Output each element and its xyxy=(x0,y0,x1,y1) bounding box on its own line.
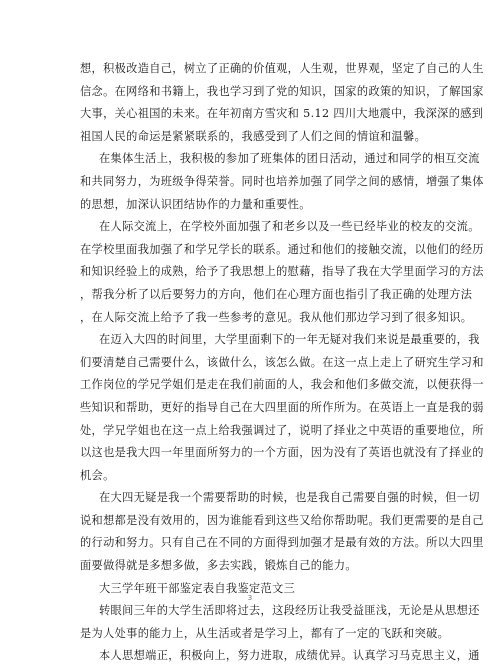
text-line: 的行动和努力。只有自己在不同的方面得到加强才是最有效的方法。所以大四里 xyxy=(80,536,484,550)
text-line: 在人际交流上，在学校外面加强了和老乡以及一些已经毕业的校友的交流。 xyxy=(99,220,480,234)
page-number: 3 xyxy=(247,594,253,602)
text-line: 处，学兄学姐也在这一点上给我强调过了，说明了择业之中英语的重要地位，所 xyxy=(80,423,484,437)
text-line: 在迈入大四的时间里，大学里面剩下的一年无疑对我们来说是最重要的，我 xyxy=(99,333,480,347)
text-line: 在学校里面我加强了和学兄学长的联系。通过和他们的接触交流，以他们的经历 xyxy=(80,242,484,256)
text-line: 大三学年班干部鉴定表自我鉴定范文三 xyxy=(99,581,296,595)
text-line: 大事，关心祖国的未来。在年初南方雪灾和 5.12 四川大地震中，我深深的感到 xyxy=(80,107,484,121)
text-line: 在集体生活上，我积极的参加了班集体的团日活动，通过和同学的相互交流 xyxy=(99,152,480,166)
text-line: 想，积极改造自己，树立了正确的价值观，人生观，世界观，坚定了自己的人生 xyxy=(80,62,484,75)
text-line: 和知识经验上的成熟，给予了我思想上的慰藉，指导了我在大学里面学习的方法 xyxy=(80,265,484,279)
text-line: ，帮我分析了以后要努力的方向，他们在心理方面也指引了我正确的处理方法 xyxy=(80,287,473,301)
text-line: 和共同努力，为班级争得荣誉。同时也培养加强了同学之间的感情，增强了集体 xyxy=(80,174,484,188)
text-line: 说和想都是没有效用的，因为谁能看到这些又给你帮助呢。我们更需要的是自己 xyxy=(80,513,484,527)
text-line: 以这也是我大四一年里面所努力的一个方面，因为没有了英语也就没有了择业的 xyxy=(80,446,484,460)
text-line: 工作岗位的学兄学姐们是走在我们前面的人，我会和他们多做交流，以便获得一 xyxy=(80,378,484,392)
text-line: ，在人际交流上给予了我一些参考的意见。我从他们那边学习到了很多知识。 xyxy=(80,310,473,324)
text-line: 是为人处事的能力上，从生活或者是学习上，都有了一定的飞跃和突破。 xyxy=(80,626,450,640)
text-line: 面要做得就是多想多做，多去实践，锻炼自己的能力。 xyxy=(80,559,357,573)
text-line: 信念。在网络和书籍上，我也学习到了党的知识，国家的政策的知识，了解国家 xyxy=(80,84,484,98)
text-line: 在大四无疑是我一个需要帮助的时候，也是我自己需要自强的时候，但一切 xyxy=(99,491,480,505)
text-line: 祖国人民的命运是紧紧联系的，我感受到了人们之间的情谊和温馨。 xyxy=(80,129,427,143)
text-line: 机会。 xyxy=(80,468,115,482)
text-line: 转眼间三年的大学生活即将过去，这段经历让我受益匪浅，无论是从思想还 xyxy=(99,604,480,618)
text-line: 些知识和帮助，更好的指导自己在大四里面的所作所为。在英语上一直是我的弱 xyxy=(80,400,484,414)
text-line: 们要清楚自己需要什么，该做什么，该怎么做。在这一点上走上了研究生学习和 xyxy=(80,355,484,369)
document-body xyxy=(80,58,484,668)
text-line: 本人思想端正，积极向上，努力进取，成绩优异。认真学习马克思主义，通 xyxy=(99,649,480,663)
text-line: 的思想，加深认识团结协作的力量和重要性。 xyxy=(80,197,311,211)
